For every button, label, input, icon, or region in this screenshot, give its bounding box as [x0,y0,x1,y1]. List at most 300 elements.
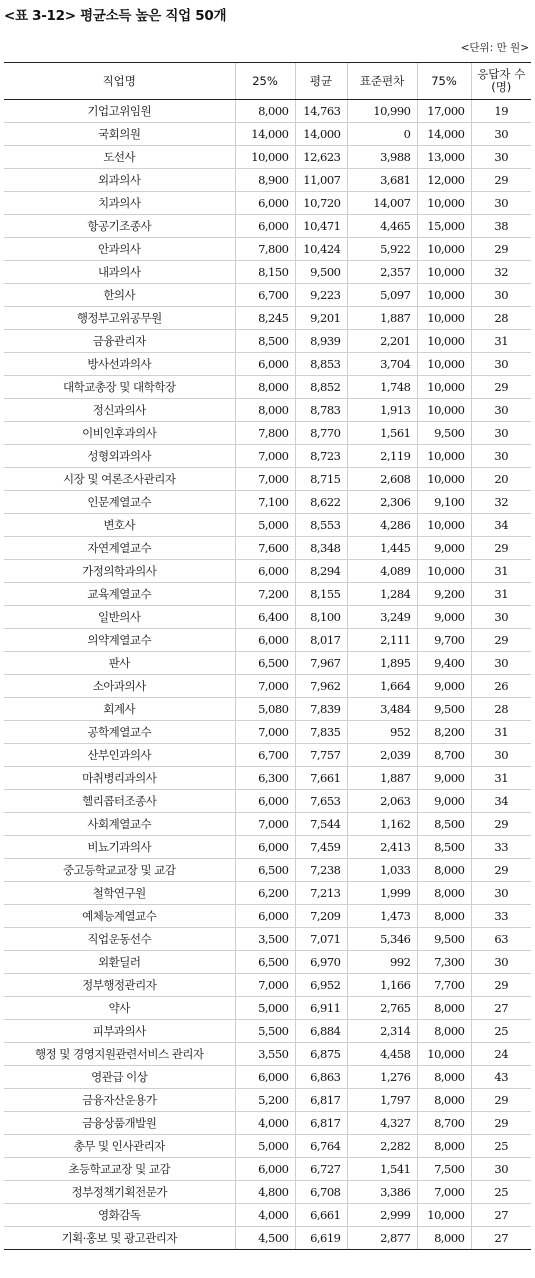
cell-job-name: 안과의사 [4,238,235,261]
cell-mean: 6,875 [295,1043,347,1066]
cell-job-name: 금융상품개발원 [4,1112,235,1135]
cell-p25: 3,550 [235,1043,295,1066]
cell-job-name: 총무 및 인사관리자 [4,1135,235,1158]
table-row [4,1204,531,1227]
cell-job-name: 예체능계열교수 [4,905,235,928]
cell-stddev: 1,162 [347,813,417,836]
cell-stddev: 2,357 [347,261,417,284]
cell-respondents: 30 [471,744,531,767]
cell-mean: 6,863 [295,1066,347,1089]
cell-job-name: 기획·홍보 및 광고관리자 [4,1227,235,1250]
cell-p75: 12,000 [417,169,471,192]
table-row [4,307,531,330]
cell-mean: 7,209 [295,905,347,928]
cell-stddev: 2,877 [347,1227,417,1250]
cell-respondents: 25 [471,1020,531,1043]
cell-mean: 8,715 [295,468,347,491]
cell-p25: 7,800 [235,238,295,261]
cell-p75: 10,000 [417,284,471,307]
cell-stddev: 1,276 [347,1066,417,1089]
cell-mean: 9,201 [295,307,347,330]
cell-job-name: 변호사 [4,514,235,537]
cell-respondents: 30 [471,192,531,215]
table-row [4,790,531,813]
cell-respondents: 28 [471,307,531,330]
cell-job-name: 마취병리과의사 [4,767,235,790]
cell-p25: 6,500 [235,951,295,974]
cell-job-name: 가정의학과의사 [4,560,235,583]
cell-job-name: 중고등학교교장 및 교감 [4,859,235,882]
cell-p75: 8,500 [417,813,471,836]
cell-stddev: 1,284 [347,583,417,606]
cell-p25: 5,500 [235,1020,295,1043]
cell-respondents: 63 [471,928,531,951]
cell-stddev: 1,895 [347,652,417,675]
cell-respondents: 30 [471,1158,531,1181]
cell-stddev: 2,314 [347,1020,417,1043]
cell-job-name: 대학교총장 및 대학학장 [4,376,235,399]
table-row [4,514,531,537]
cell-job-name: 항공기조종사 [4,215,235,238]
table-row [4,353,531,376]
cell-p75: 10,000 [417,514,471,537]
cell-stddev: 4,458 [347,1043,417,1066]
cell-respondents: 30 [471,445,531,468]
cell-mean: 7,213 [295,882,347,905]
cell-p25: 4,800 [235,1181,295,1204]
cell-p75: 10,000 [417,1204,471,1227]
cell-p25: 7,000 [235,468,295,491]
cell-stddev: 1,887 [347,767,417,790]
table-row [4,330,531,353]
table-row [4,169,531,192]
cell-job-name: 정부정책기획전문가 [4,1181,235,1204]
cell-job-name: 영관급 이상 [4,1066,235,1089]
cell-mean: 6,661 [295,1204,347,1227]
cell-respondents: 32 [471,491,531,514]
table-row [4,721,531,744]
cell-stddev: 2,111 [347,629,417,652]
cell-job-name: 금융자산운용가 [4,1089,235,1112]
cell-respondents: 30 [471,606,531,629]
table-body [4,100,531,1250]
table-row [4,491,531,514]
cell-job-name: 인문계열교수 [4,491,235,514]
cell-mean: 7,459 [295,836,347,859]
cell-job-name: 국회의원 [4,123,235,146]
cell-job-name: 일반의사 [4,606,235,629]
cell-job-name: 철학연구원 [4,882,235,905]
cell-p75: 10,000 [417,468,471,491]
table-row [4,629,531,652]
cell-mean: 7,661 [295,767,347,790]
cell-respondents: 29 [471,169,531,192]
cell-job-name: 공학계열교수 [4,721,235,744]
cell-p25: 6,500 [235,652,295,675]
header-p75: 75% [417,63,471,100]
cell-job-name: 행정 및 경영지원관련서비스 관리자 [4,1043,235,1066]
cell-job-name: 외환딜러 [4,951,235,974]
cell-stddev: 992 [347,951,417,974]
cell-mean: 10,424 [295,238,347,261]
cell-job-name: 이비인후과의사 [4,422,235,445]
cell-mean: 8,100 [295,606,347,629]
cell-mean: 8,939 [295,330,347,353]
cell-respondents: 33 [471,905,531,928]
cell-p25: 6,000 [235,560,295,583]
table-row [4,1020,531,1043]
cell-p75: 10,000 [417,399,471,422]
table-row [4,836,531,859]
cell-p25: 6,000 [235,1158,295,1181]
cell-stddev: 3,704 [347,353,417,376]
table-row [4,1112,531,1135]
cell-mean: 6,817 [295,1112,347,1135]
cell-p75: 10,000 [417,330,471,353]
cell-stddev: 4,286 [347,514,417,537]
cell-stddev: 4,327 [347,1112,417,1135]
cell-respondents: 34 [471,790,531,813]
cell-stddev: 2,063 [347,790,417,813]
table-row [4,744,531,767]
table-row [4,583,531,606]
cell-respondents: 27 [471,1227,531,1250]
cell-job-name: 도선사 [4,146,235,169]
cell-respondents: 29 [471,1112,531,1135]
cell-stddev: 952 [347,721,417,744]
cell-job-name: 비뇨기과의사 [4,836,235,859]
cell-mean: 14,763 [295,100,347,123]
cell-p75: 7,000 [417,1181,471,1204]
cell-p75: 10,000 [417,376,471,399]
cell-p25: 8,000 [235,399,295,422]
table-row [4,606,531,629]
table-row [4,215,531,238]
cell-p75: 9,700 [417,629,471,652]
cell-mean: 6,619 [295,1227,347,1250]
cell-respondents: 30 [471,284,531,307]
cell-p25: 7,000 [235,813,295,836]
table-row [4,1089,531,1112]
cell-p75: 10,000 [417,1043,471,1066]
cell-stddev: 3,988 [347,146,417,169]
cell-mean: 7,757 [295,744,347,767]
table-row [4,1158,531,1181]
cell-respondents: 29 [471,238,531,261]
header-job-name: 직업명 [4,63,235,100]
cell-stddev: 2,765 [347,997,417,1020]
table-row [4,284,531,307]
cell-respondents: 30 [471,882,531,905]
cell-stddev: 1,913 [347,399,417,422]
cell-respondents: 30 [471,353,531,376]
cell-respondents: 29 [471,376,531,399]
header-p25: 25% [235,63,295,100]
cell-stddev: 2,999 [347,1204,417,1227]
cell-job-name: 정신과의사 [4,399,235,422]
table-row [4,675,531,698]
cell-stddev: 1,445 [347,537,417,560]
cell-p75: 9,000 [417,767,471,790]
cell-p25: 7,200 [235,583,295,606]
table-row [4,261,531,284]
table-row [4,537,531,560]
cell-p75: 14,000 [417,123,471,146]
table-row [4,1181,531,1204]
cell-mean: 6,952 [295,974,347,997]
table-row [4,560,531,583]
header-row [4,63,531,100]
cell-p75: 9,000 [417,675,471,698]
cell-job-name: 행정부고위공무원 [4,307,235,330]
table-row [4,882,531,905]
cell-job-name: 영화감독 [4,1204,235,1227]
cell-p75: 8,000 [417,997,471,1020]
cell-stddev: 3,249 [347,606,417,629]
cell-respondents: 29 [471,1089,531,1112]
cell-stddev: 2,306 [347,491,417,514]
cell-respondents: 27 [471,1204,531,1227]
cell-mean: 7,839 [295,698,347,721]
cell-stddev: 1,999 [347,882,417,905]
cell-p75: 17,000 [417,100,471,123]
cell-p75: 8,000 [417,859,471,882]
cell-p25: 8,500 [235,330,295,353]
cell-p75: 10,000 [417,445,471,468]
table-row [4,192,531,215]
cell-p75: 9,500 [417,698,471,721]
cell-mean: 8,852 [295,376,347,399]
cell-stddev: 2,413 [347,836,417,859]
table-row [4,859,531,882]
cell-p25: 6,000 [235,790,295,813]
cell-respondents: 31 [471,583,531,606]
cell-p25: 6,000 [235,629,295,652]
cell-respondents: 30 [471,422,531,445]
cell-stddev: 5,922 [347,238,417,261]
cell-p75: 7,700 [417,974,471,997]
cell-respondents: 29 [471,859,531,882]
cell-p25: 5,000 [235,997,295,1020]
cell-stddev: 1,473 [347,905,417,928]
cell-p25: 6,500 [235,859,295,882]
cell-p75: 8,000 [417,882,471,905]
cell-respondents: 33 [471,836,531,859]
cell-respondents: 31 [471,767,531,790]
table-row [4,123,531,146]
cell-p25: 4,000 [235,1112,295,1135]
cell-p75: 10,000 [417,560,471,583]
cell-job-name: 산부인과의사 [4,744,235,767]
cell-stddev: 14,007 [347,192,417,215]
cell-p25: 3,500 [235,928,295,951]
cell-job-name: 소아과의사 [4,675,235,698]
cell-p75: 8,000 [417,1227,471,1250]
cell-p75: 15,000 [417,215,471,238]
cell-job-name: 피부과의사 [4,1020,235,1043]
cell-p75: 9,500 [417,928,471,951]
cell-job-name: 성형외과의사 [4,445,235,468]
table-row [4,951,531,974]
cell-stddev: 1,887 [347,307,417,330]
table-row [4,238,531,261]
cell-mean: 8,348 [295,537,347,560]
cell-p25: 7,000 [235,675,295,698]
cell-mean: 7,967 [295,652,347,675]
cell-job-name: 정부행정관리자 [4,974,235,997]
cell-mean: 10,471 [295,215,347,238]
cell-p75: 8,200 [417,721,471,744]
cell-respondents: 43 [471,1066,531,1089]
cell-mean: 9,500 [295,261,347,284]
cell-mean: 8,770 [295,422,347,445]
cell-mean: 6,970 [295,951,347,974]
table-row [4,813,531,836]
cell-respondents: 29 [471,537,531,560]
cell-p75: 7,300 [417,951,471,974]
cell-p75: 7,500 [417,1158,471,1181]
table-row [4,1066,531,1089]
cell-stddev: 2,608 [347,468,417,491]
income-table [4,62,531,1250]
cell-mean: 8,017 [295,629,347,652]
cell-mean: 7,962 [295,675,347,698]
table-row [4,767,531,790]
table-row [4,422,531,445]
cell-p75: 8,000 [417,1020,471,1043]
cell-p75: 8,500 [417,836,471,859]
cell-stddev: 2,201 [347,330,417,353]
cell-p25: 6,000 [235,1066,295,1089]
cell-stddev: 1,561 [347,422,417,445]
cell-p75: 13,000 [417,146,471,169]
cell-p75: 9,400 [417,652,471,675]
cell-respondents: 30 [471,652,531,675]
cell-p25: 7,000 [235,445,295,468]
table-row [4,928,531,951]
cell-p25: 4,000 [235,1204,295,1227]
cell-mean: 8,155 [295,583,347,606]
cell-stddev: 1,748 [347,376,417,399]
table-row [4,974,531,997]
cell-mean: 8,622 [295,491,347,514]
cell-mean: 8,553 [295,514,347,537]
cell-p25: 5,080 [235,698,295,721]
cell-mean: 8,783 [295,399,347,422]
cell-mean: 11,007 [295,169,347,192]
table-row [4,376,531,399]
cell-mean: 7,071 [295,928,347,951]
cell-p25: 6,000 [235,215,295,238]
cell-p25: 6,000 [235,905,295,928]
cell-p25: 6,000 [235,353,295,376]
table-row [4,100,531,123]
cell-p25: 5,000 [235,1135,295,1158]
cell-p25: 7,600 [235,537,295,560]
cell-stddev: 3,681 [347,169,417,192]
cell-job-name: 사회계열교수 [4,813,235,836]
cell-respondents: 31 [471,330,531,353]
cell-p25: 7,000 [235,721,295,744]
cell-p25: 14,000 [235,123,295,146]
cell-p75: 9,000 [417,606,471,629]
cell-respondents: 30 [471,123,531,146]
cell-p75: 8,000 [417,905,471,928]
cell-p25: 8,245 [235,307,295,330]
cell-stddev: 3,386 [347,1181,417,1204]
cell-respondents: 29 [471,813,531,836]
cell-p25: 6,200 [235,882,295,905]
cell-job-name: 회계사 [4,698,235,721]
cell-stddev: 4,089 [347,560,417,583]
cell-mean: 6,817 [295,1089,347,1112]
cell-p75: 10,000 [417,353,471,376]
cell-p75: 8,000 [417,1089,471,1112]
cell-p25: 10,000 [235,146,295,169]
cell-respondents: 25 [471,1135,531,1158]
cell-stddev: 2,039 [347,744,417,767]
cell-p75: 9,000 [417,790,471,813]
table-row [4,997,531,1020]
cell-stddev: 3,484 [347,698,417,721]
cell-p25: 6,000 [235,192,295,215]
cell-mean: 6,911 [295,997,347,1020]
cell-p75: 10,000 [417,307,471,330]
cell-p25: 4,500 [235,1227,295,1250]
cell-job-name: 치과의사 [4,192,235,215]
unit-note: <단위: 만 원> [460,42,529,54]
cell-job-name: 교육계열교수 [4,583,235,606]
table-row [4,1135,531,1158]
cell-respondents: 25 [471,1181,531,1204]
cell-stddev: 0 [347,123,417,146]
cell-p75: 8,000 [417,1135,471,1158]
cell-p25: 6,300 [235,767,295,790]
cell-p25: 5,200 [235,1089,295,1112]
cell-p75: 10,000 [417,192,471,215]
cell-p25: 7,000 [235,974,295,997]
cell-p25: 8,150 [235,261,295,284]
cell-p25: 7,100 [235,491,295,514]
cell-respondents: 38 [471,215,531,238]
cell-p25: 5,000 [235,514,295,537]
cell-respondents: 20 [471,468,531,491]
cell-job-name: 직업운동선수 [4,928,235,951]
cell-p25: 8,000 [235,376,295,399]
cell-mean: 10,720 [295,192,347,215]
cell-p75: 10,000 [417,238,471,261]
cell-p25: 6,700 [235,744,295,767]
cell-mean: 6,764 [295,1135,347,1158]
table-row [4,146,531,169]
cell-job-name: 외과의사 [4,169,235,192]
cell-job-name: 한의사 [4,284,235,307]
table-row [4,468,531,491]
cell-job-name: 헬리콥터조종사 [4,790,235,813]
cell-job-name: 기업고위임원 [4,100,235,123]
cell-stddev: 1,797 [347,1089,417,1112]
table-row [4,1043,531,1066]
cell-job-name: 방사선과의사 [4,353,235,376]
cell-mean: 12,623 [295,146,347,169]
cell-respondents: 27 [471,997,531,1020]
cell-p25: 8,000 [235,100,295,123]
cell-stddev: 2,282 [347,1135,417,1158]
table-title: <표 3-12> 평균소득 높은 직업 50개 [4,8,227,24]
cell-mean: 8,853 [295,353,347,376]
cell-job-name: 초등학교교장 및 교감 [4,1158,235,1181]
cell-job-name: 금융관리자 [4,330,235,353]
